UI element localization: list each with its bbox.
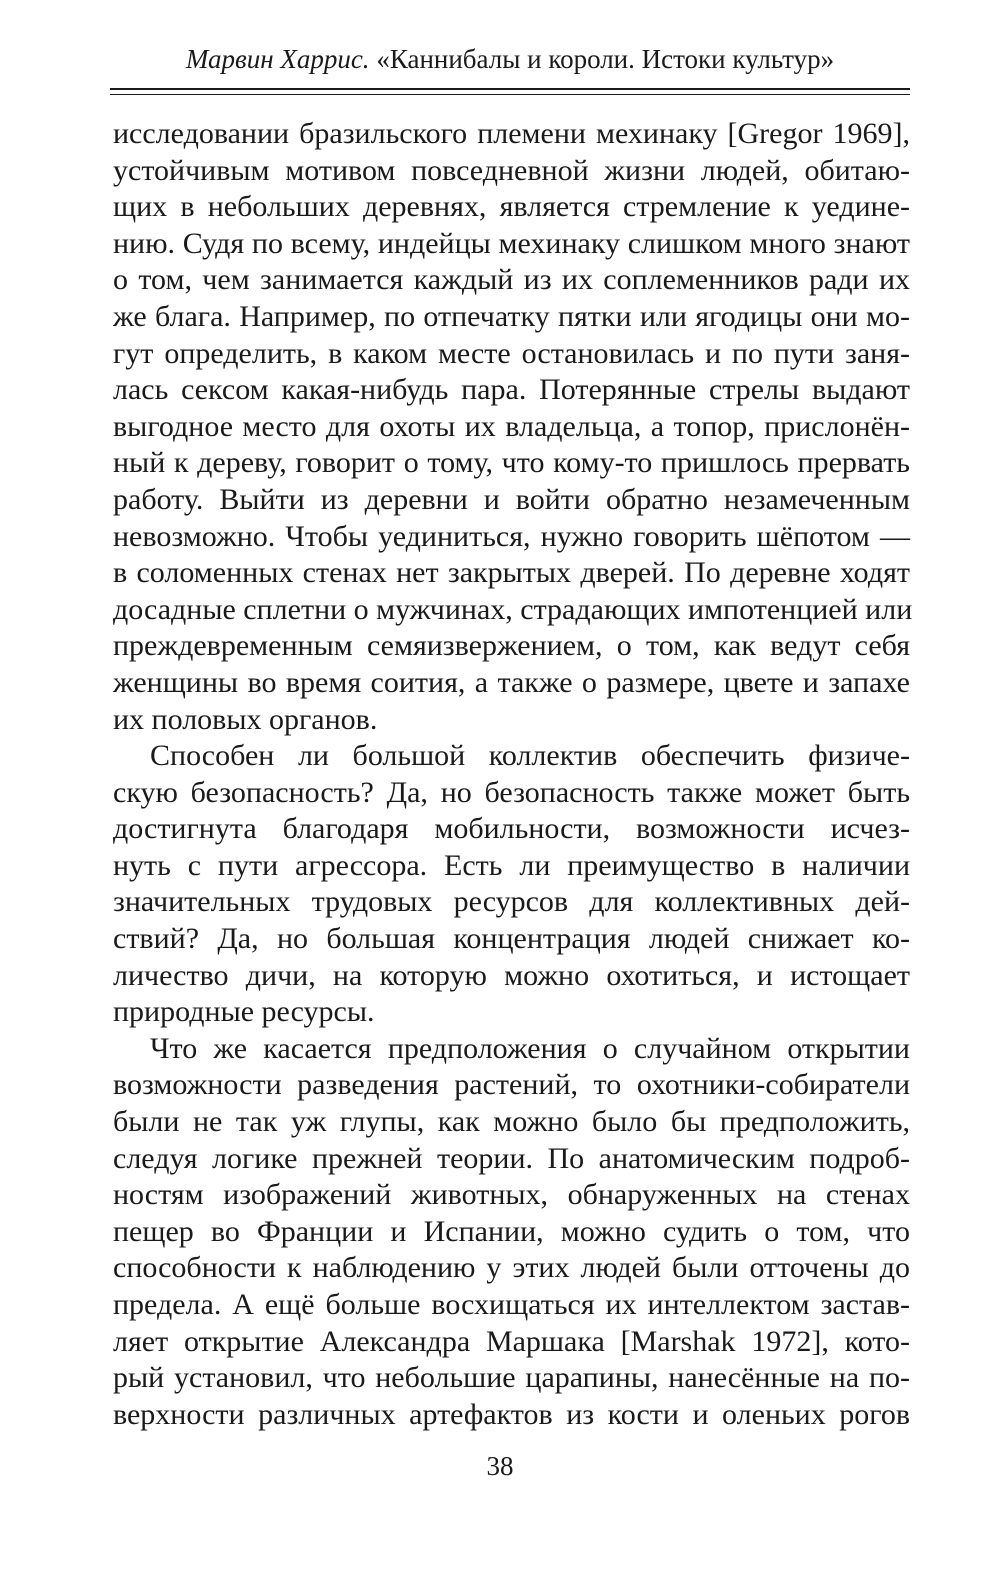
text-line: способности к наблюдению у этих людей были отточены до — [113, 1251, 910, 1285]
text-line: возможности разведения растений, то охотники-собиратели — [113, 1068, 910, 1102]
text-line: Способен ли большой коллектив обеспечить физиче- — [150, 739, 910, 773]
text-line: ствий? Да, но большая концентрация людей снижает ко- — [113, 922, 910, 956]
text-line: же блага. Например, по отпечатку пятки или ягодицы они мо- — [113, 299, 910, 333]
text-line: пещер во Франции и Испании, можно судить о том, что — [113, 1214, 910, 1248]
text-line: нию. Судя по всему, индейцы мехинаку слишком много знают — [113, 226, 910, 260]
running-head-author: Марвин Харрис. — [185, 44, 370, 74]
text-line: невозможно. Чтобы уединиться, нужно говорить шёпотом — — [113, 519, 910, 553]
text-line: следуя логике прежней теории. По анатомическим подроб- — [113, 1141, 910, 1175]
text-line: значительных трудовых ресурсов для коллективных дей- — [113, 885, 910, 919]
text-line: достигнута благодаря мобильности, возможности исчез- — [113, 812, 910, 846]
text-line: женщины во время соития, а также о размере, цвете и запахе — [113, 665, 910, 699]
text-line: их половых органов. — [113, 702, 378, 736]
text-line: предела. А ещё больше восхищаться их интеллектом застав- — [113, 1288, 910, 1321]
text-line: устойчивым мотивом повседневной жизни людей, обитаю- — [113, 153, 910, 187]
text-line: ляет открытие Александра Маршака [Marshak 1972], кото- — [113, 1324, 910, 1358]
text-line: верхности различных артефактов из кости и оленьих рогов — [113, 1397, 910, 1431]
header-rule-thick — [110, 88, 910, 90]
text-line: природные ресурсы. — [113, 995, 375, 1029]
text-line: выгодное место для охоты их владельца, а топор, прислонён- — [113, 409, 910, 443]
page-number: 38 — [486, 1451, 514, 1481]
text-line: в соломенных стенах нет закрытых дверей. По деревне ходят — [113, 556, 910, 590]
text-line: были не так уж глупы, как можно было бы предположить, — [113, 1105, 910, 1139]
text-line: исследовании бразильского племени мехинаку [Gregor 1969], — [113, 117, 910, 150]
text-line: Что же касается предположения о случайном открытии — [150, 1031, 910, 1065]
body-text — [113, 116, 913, 1433]
text-line: рый установил, что небольшие царапины, нанесённые на по- — [113, 1361, 910, 1395]
paragraph — [113, 1031, 910, 1434]
text-line: щих в небольших деревнях, является стремление к уедине- — [113, 190, 910, 224]
text-line: преждевременным семяизвержением, о том, как ведут себя — [113, 629, 910, 663]
paragraph — [113, 738, 910, 1031]
text-line: досадные сплетни о мужчинах, страдающих импотенцией или — [113, 592, 913, 626]
text-line: личество дичи, на которую можно охотиться, и истощает — [113, 958, 910, 992]
text-line: ный к дереву, говорит о тому, что кому-то пришлось прервать — [113, 446, 910, 480]
text-line: гут определить, в каком месте остановилась и по пути заня- — [113, 336, 910, 370]
running-head-title: «Каннибалы и короли. Истоки культур» — [369, 44, 835, 74]
text-line: скую безопасность? Да, но безопасность также может быть — [113, 775, 910, 809]
text-line: лась сексом какая-нибудь пара. Потерянные стрелы выдают — [113, 373, 910, 407]
text-line: работу. Выйти из деревни и войти обратно незамеченным — [113, 482, 910, 516]
text-line: нуть с пути агрессора. Есть ли преимущество в наличии — [113, 848, 910, 882]
header-rule-thin — [110, 94, 910, 95]
text-line: о том, чем занимается каждый из их соплеменников ради их — [113, 263, 910, 297]
text-line: ностям изображений животных, обнаруженных на стенах — [113, 1178, 910, 1212]
running-head — [110, 42, 910, 76]
paragraph — [113, 116, 913, 738]
